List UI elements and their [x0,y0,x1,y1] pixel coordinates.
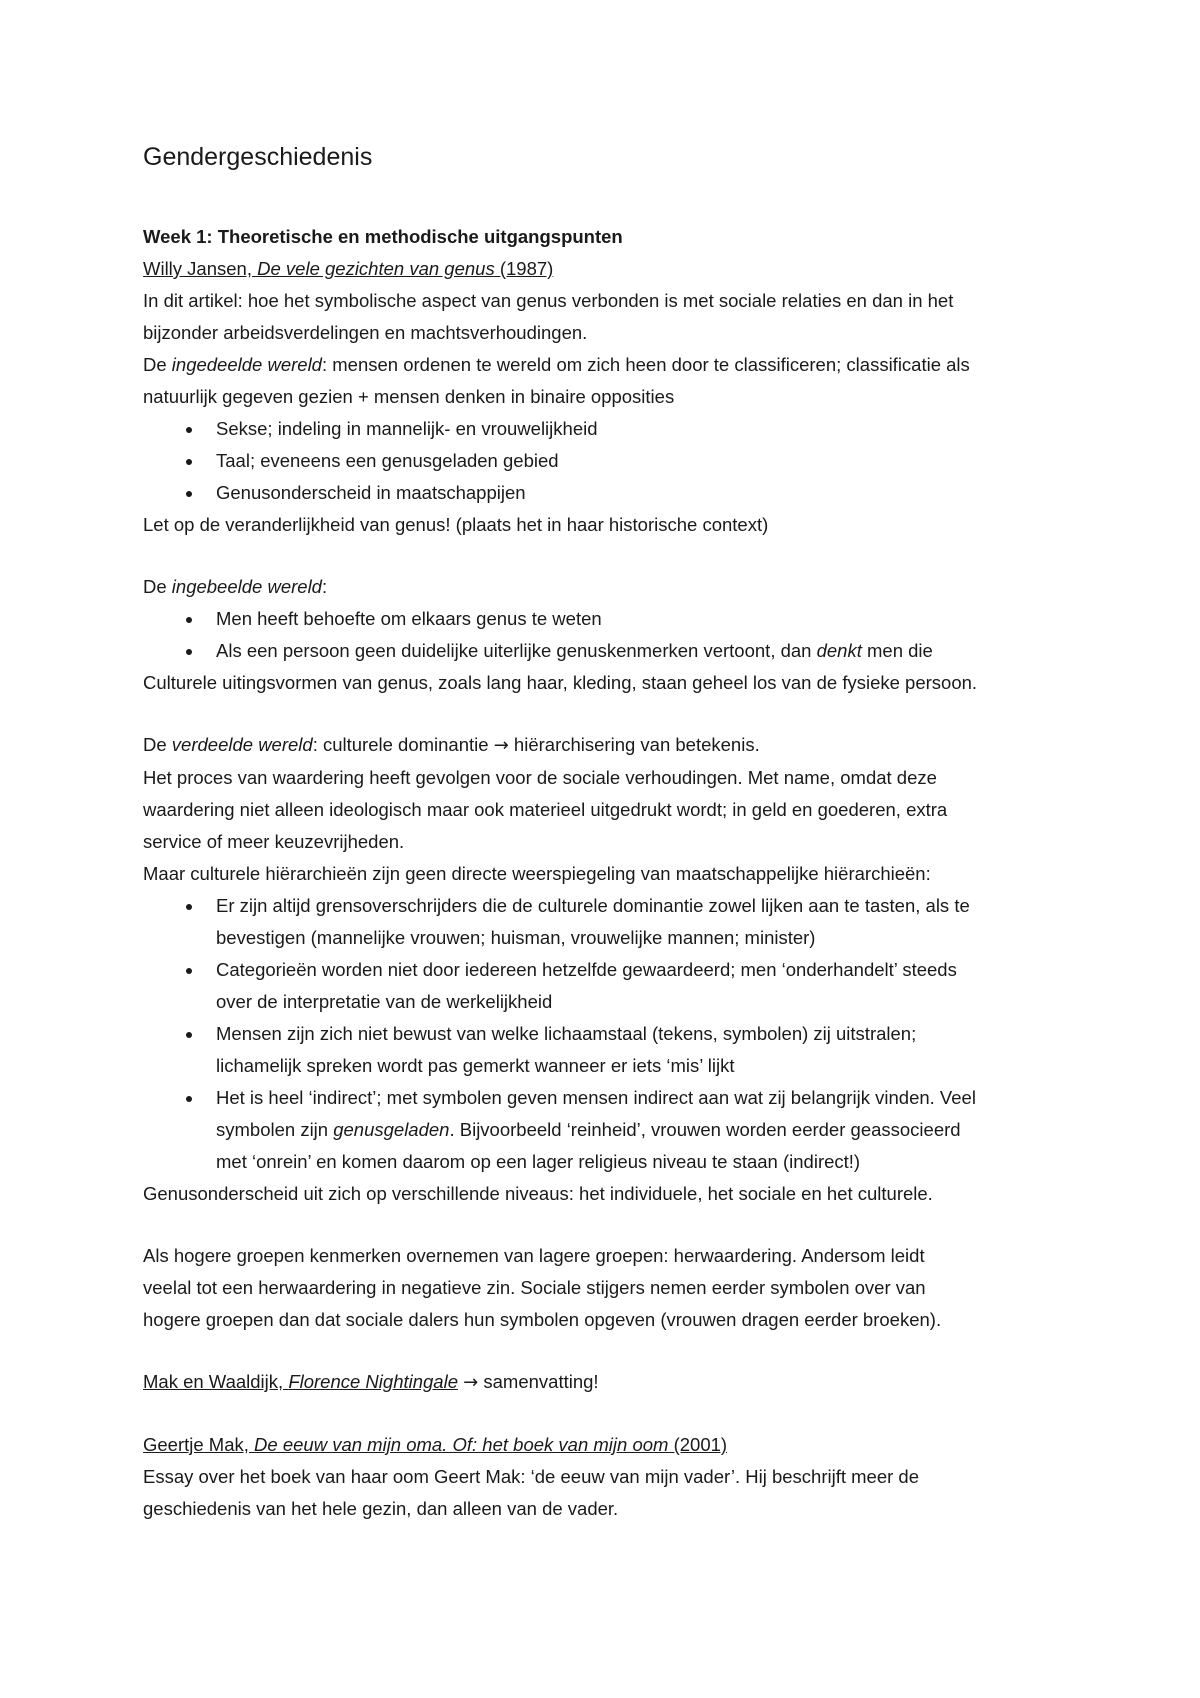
text-span: : culturele dominantie [312,734,494,755]
spacer [143,699,1073,729]
paragraph-line: In dit artikel: hoe het symbolische aspect van genus verbonden is met sociale relaties en dan in het [143,290,954,311]
source-author: Mak en Waaldijk, [143,1371,289,1392]
source-work: Florence Nightingale [288,1371,458,1392]
paragraph-line: Maar culturele hiërarchieën zijn geen directe weerspiegeling van maatschappelijke hiërarchieën: [143,863,931,884]
paragraph-line: Het proces van waardering heeft gevolgen voor de sociale verhoudingen. Met name, omdat deze [143,767,937,788]
list-item [143,1018,1073,1082]
list-item-text: Categorieën worden niet door iedereen hetzelfde gewaardeerd; men ‘onderhandelt’ steeds [216,959,957,980]
text-span: De [143,734,172,755]
bullet-list [143,413,1073,509]
term-ingebeelde: ingebeelde wereld [171,576,322,597]
bullet-icon [186,1096,192,1102]
arrow-right-icon: → [493,735,509,756]
text-span: men die [861,640,933,661]
text-span: . Bijvoorbeeld ‘reinheid’, vrouwen worden eerder geassocieerd [449,1119,961,1140]
source-work: De eeuw van mijn oma. Of: het boek van mijn oom [254,1434,669,1455]
paragraph-line: natuurlijk gegeven gezien + mensen denken in binaire opposities [143,386,675,407]
list-item-text [216,1114,1073,1146]
text-span: : [321,576,328,597]
paragraph-line: bijzonder arbeidsverdelingen en machtsverhoudingen. [143,322,588,343]
bullet-icon [186,491,192,497]
list-item-text: Men heeft behoefte om elkaars genus te weten [216,608,602,629]
arrow-right-icon: → [463,1372,479,1393]
paragraph-line: hogere groepen dan dat sociale dalers hun symbolen opgeven (vrouwen dragen eerder broeken). [143,1309,942,1330]
list-item-text: Mensen zijn zich niet bewust van welke lichaamstaal (tekens, symbolen) zij uitstralen; [216,1023,917,1044]
text-span: : mensen ordenen te wereld om zich heen door te classificeren; classificatie als [321,354,970,375]
paragraph-line: Let op de veranderlijkheid van genus! (plaats het in haar historische context) [143,514,769,535]
verdeelde-line [143,729,1073,762]
list-item [143,445,1073,477]
text-span: hiërarchisering van betekenis. [508,734,760,755]
term-ingedeelde: ingedeelde wereld [171,354,322,375]
emphasis: denkt [816,640,862,661]
bullet-icon [186,427,192,433]
bullet-icon [186,904,192,910]
list-item-text: Taal; eveneens een genusgeladen gebied [216,450,559,471]
text-span: samenvatting! [478,1371,599,1392]
paragraph-line: Essay over het boek van haar oom Geert Mak: ‘de eeuw van mijn vader’. Hij beschrijft meer de [143,1466,919,1487]
list-item-text: Het is heel ‘indirect’; met symbolen geven mensen indirect aan wat zij belangrijk vinden. Veel [216,1087,976,1108]
bullet-list [143,890,1073,1178]
paragraph-line: geschiedenis van het hele gezin, dan alleen van de vader. [143,1498,619,1519]
week-heading: Week 1: Theoretische en methodische uitgangspunten [143,226,623,247]
list-item-text: over de interpretatie van de werkelijkheid [216,991,553,1012]
spacer [143,1336,1073,1366]
paragraph-line: veelal tot een herwaardering in negatieve zin. Sociale stijgers nemen eerder symbolen over van [143,1277,926,1298]
text-span: symbolen zijn [216,1119,334,1140]
source-mak-waaldijk [143,1366,1073,1399]
bullet-icon [186,617,192,623]
document-body [143,140,1073,1525]
paragraph-line: Genusonderscheid uit zich op verschillende niveaus: het individuele, het sociale en het culturele. [143,1183,933,1204]
paragraph-line: service of meer keuzevrijheden. [143,831,405,852]
source-author: Willy Jansen, [143,258,258,279]
list-item [143,954,1073,1018]
ingebeelde-line [143,571,1073,603]
document-title: Gendergeschiedenis [143,143,373,171]
list-item [143,477,1073,509]
list-item-text: lichamelijk spreken wordt pas gemerkt wanneer er iets ‘mis’ lijkt [216,1055,735,1076]
bullet-icon [186,459,192,465]
bullet-icon [186,1032,192,1038]
list-item [143,603,1073,635]
bullet-list [143,603,1073,667]
text-span: De [143,354,172,375]
source-work: De vele gezichten van genus [257,258,495,279]
source-year: (1987) [494,258,554,279]
list-item-text [216,635,1073,667]
emphasis: genusgeladen [333,1119,450,1140]
paragraph-line: waardering niet alleen ideologisch maar ook materieel uitgedrukt wordt; in geld en goederen, extra [143,799,948,820]
spacer [143,541,1073,571]
paragraph-line: Als hogere groepen kenmerken overnemen van lagere groepen: herwaardering. Andersom leidt [143,1245,925,1266]
list-item [143,890,1073,954]
source-author: Geertje Mak, [143,1434,255,1455]
term-verdeelde: verdeelde wereld [171,734,313,755]
list-item [143,635,1073,667]
text-span: De [143,576,172,597]
list-item-text: Er zijn altijd grensoverschrijders die de culturele dominantie zowel lijken aan te tasten, als te [216,895,970,916]
spacer [143,1210,1073,1240]
bullet-icon [186,649,192,655]
paragraph-line: Culturele uitingsvormen van genus, zoals lang haar, kleding, staan geheel los van de fysieke persoon. [143,672,978,693]
text-span: Als een persoon geen duidelijke uiterlijke genuskenmerken vertoont, dan [216,640,817,661]
source-jansen [143,253,1073,285]
spacer [143,1399,1073,1429]
source-year: (2001) [668,1434,728,1455]
list-item-text: Genusonderscheid in maatschappijen [216,482,526,503]
list-item-text: bevestigen (mannelijke vrouwen; huisman, vrouwelijke mannen; minister) [216,927,816,948]
list-item [143,413,1073,445]
list-item [143,1082,1073,1178]
list-item-text: Sekse; indeling in mannelijk- en vrouwelijkheid [216,418,598,439]
list-item-text: met ‘onrein’ en komen daarom op een lager religieus niveau te staan (indirect!) [216,1151,861,1172]
ingedeelde-line [143,349,1073,381]
source-geertje-mak [143,1429,1073,1461]
bullet-icon [186,968,192,974]
